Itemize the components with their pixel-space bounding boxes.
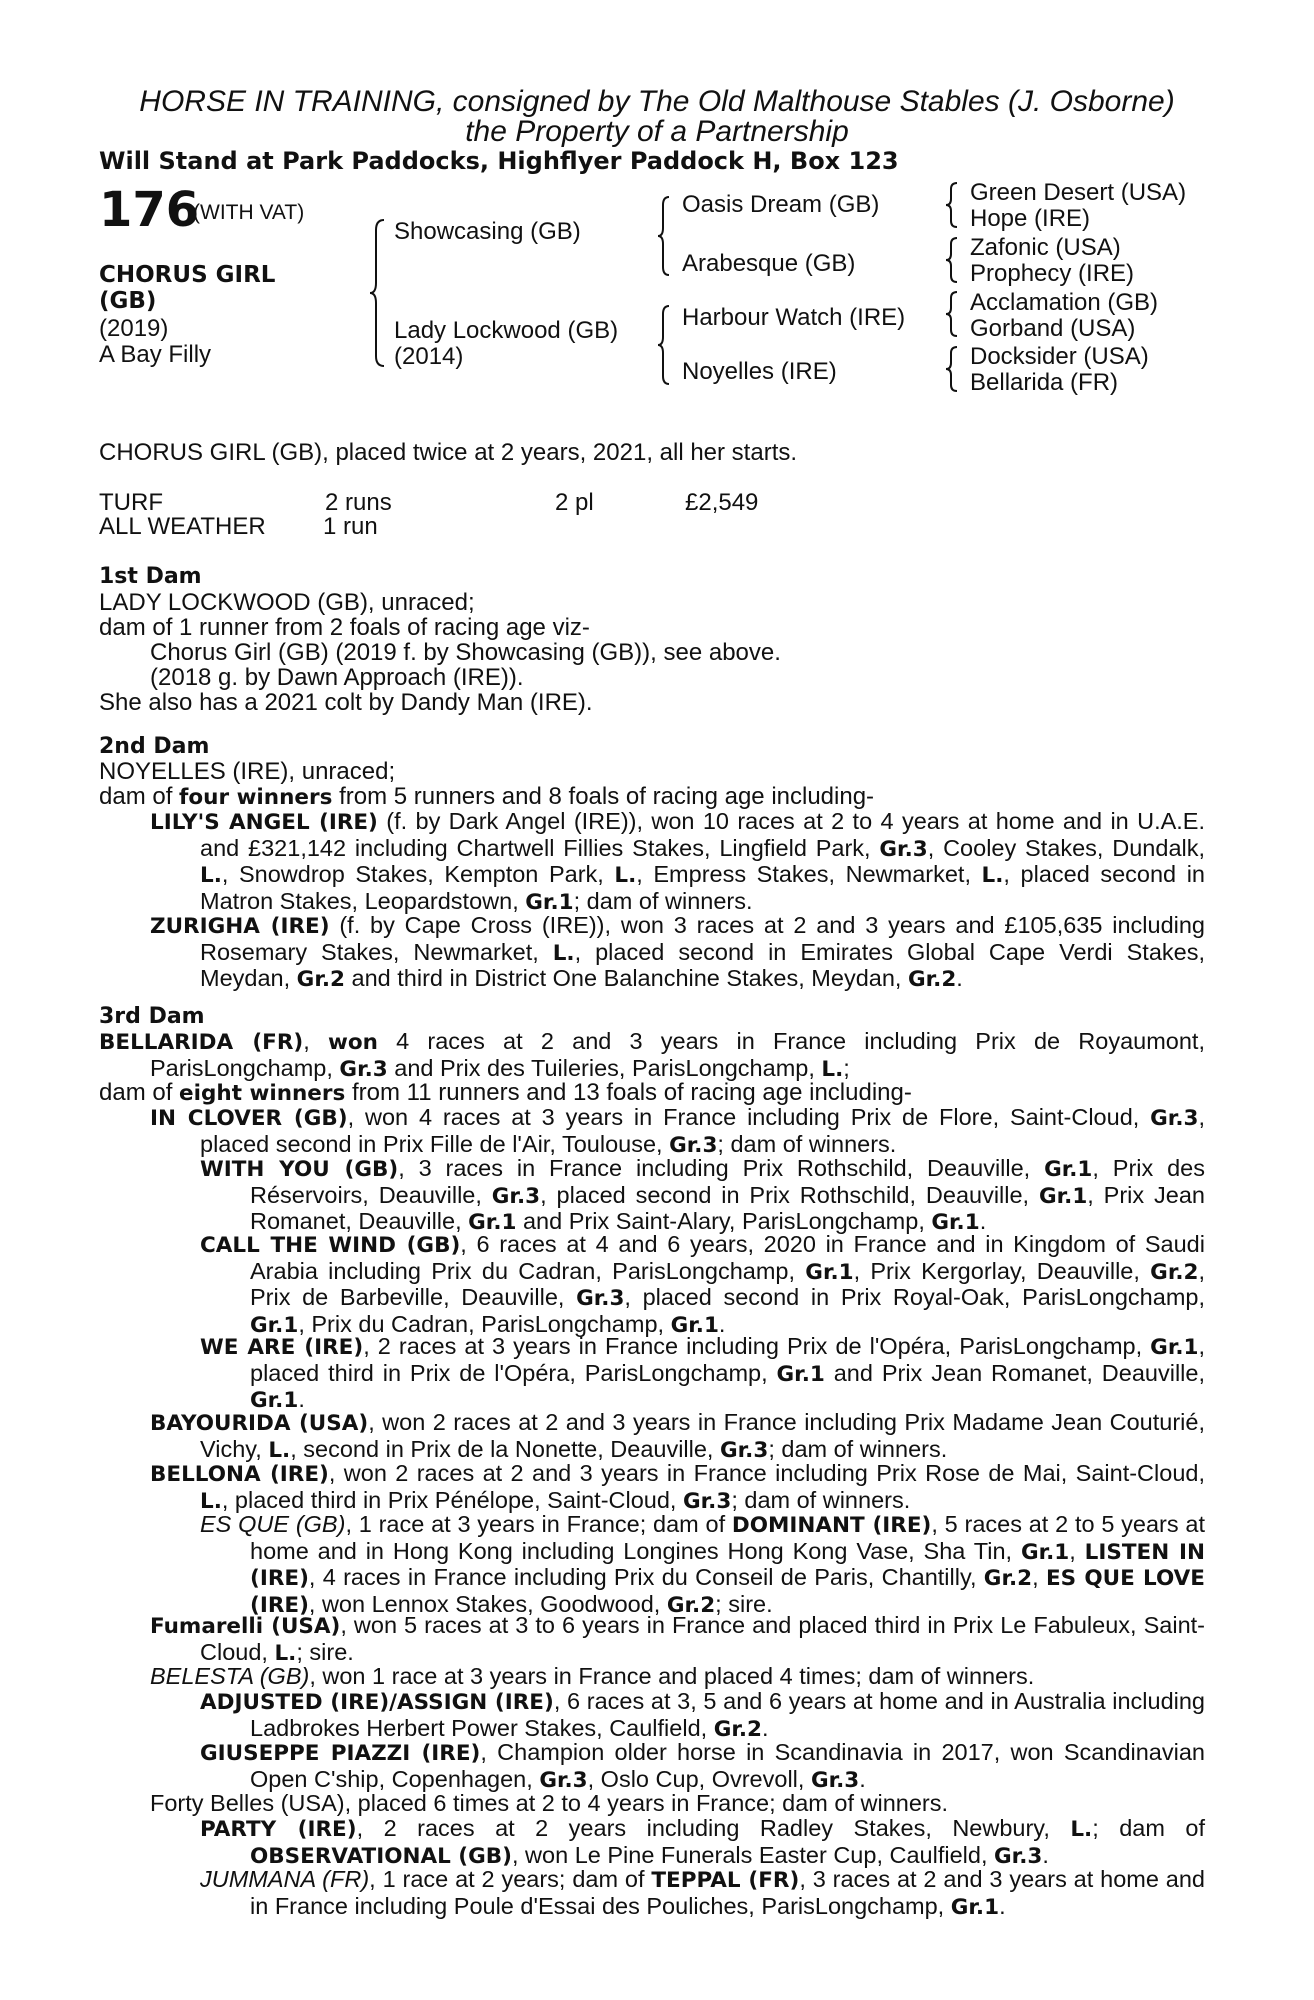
horse-name-line1: CHORUS GIRL xyxy=(99,262,276,288)
pedigree-dam-dam: Noyelles (IRE) xyxy=(682,358,837,385)
property-line: the Property of a Partnership xyxy=(465,115,849,148)
adjusted-entry: ADJUSTED (IRE)/ASSIGN (IRE), 6 races at 3, 5 and 6 years at home and in Australia including Ladbrokes Herbert Power Stakes, Caulfield, Gr.2. xyxy=(200,1688,1205,1742)
pedigree-dam-sire: Harbour Watch (IRE) xyxy=(682,304,906,331)
first-dam-line: She also has a 2021 colt by Dandy Man (IRE). xyxy=(99,689,593,716)
pedigree-brace-sire xyxy=(656,195,672,277)
pedigree-brace-g1 xyxy=(944,181,960,229)
pedigree-g4: Prophecy (IRE) xyxy=(970,260,1135,287)
first-dam-line: Chorus Girl (GB) (2019 f. by Showcasing (GB)), see above. xyxy=(150,639,781,666)
aw-label: ALL WEATHER xyxy=(99,513,266,540)
turf-label: TURF xyxy=(99,489,163,516)
lot-number: 176 xyxy=(99,182,200,238)
pedigree-sire-dam: Arabesque (GB) xyxy=(682,250,856,277)
race-summary: CHORUS GIRL (GB), placed twice at 2 years, 2021, all her starts. xyxy=(99,439,798,466)
pedigree-sire-sire: Oasis Dream (GB) xyxy=(682,191,880,218)
pedigree-dam: Lady Lockwood (GB) xyxy=(394,317,619,344)
in-clover-entry: IN CLOVER (GB), won 4 races at 3 years in France including Prix de Flore, Saint-Cloud, Gr.3, placed second in Prix Fille de l'Air, Toulouse, Gr.3; dam of winners. xyxy=(150,1104,1205,1158)
second-dam-heading: 2nd Dam xyxy=(99,734,210,759)
belesta-entry: BELESTA (GB), won 1 race at 3 years in France and placed 4 times; dam of winners. xyxy=(150,1663,1035,1689)
turf-runs: 2 runs xyxy=(325,489,392,516)
jummana-entry: JUMMANA (FR), 1 race at 2 years; dam of TEPPAL (FR), 3 races at 2 and 3 years at home and in France including Poule d'Essai des Pouliches, ParisLongchamp, Gr.1. xyxy=(200,1866,1205,1920)
turf-earnings: £2,549 xyxy=(685,489,759,516)
pedigree-dam-year: (2014) xyxy=(394,343,464,370)
with-you-entry: WITH YOU (GB), 3 races in France including Prix Rothschild, Deauville, Gr.1, Prix des Réservoirs, Deauville, Gr.3, placed second in Prix Rothschild, Deauville, Gr.1, Prix Jean Romanet, Deauville, Gr.1 and Prix Saint-Alary, ParisLongchamp, Gr.1. xyxy=(200,1155,1205,1235)
pedigree-brace-g2 xyxy=(944,236,960,284)
vat-note: (WITH VAT) xyxy=(193,201,305,224)
first-dam-line: dam of 1 runner from 2 foals of racing age viz- xyxy=(99,614,590,641)
pedigree-g5: Acclamation (GB) xyxy=(970,289,1159,316)
pedigree-g1: Green Desert (USA) xyxy=(970,179,1187,206)
lilys-angel-entry: LILY'S ANGEL (IRE) (f. by Dark Angel (IRE)), won 10 races at 2 to 4 years at home and in U.A.E. and £321,142 including Chartwell Fillies Stakes, Lingfield Park, Gr.3, Cooley Stakes, Dundalk, L., Snowdrop Stakes, Kempton Park, L., Empress Stakes, Newmarket, L., placed second in Matron Stakes, Leopardstown, Gr.1; dam of winners. xyxy=(150,808,1206,915)
bellona-entry: BELLONA (IRE), won 2 races at 2 and 3 years in France including Prix Rose de Mai, Saint-Cloud, L., placed third in Prix Pénélope, Saint-Cloud, Gr.3; dam of winners. xyxy=(150,1460,1205,1514)
party-entry: PARTY (IRE), 2 races at 2 years including Radley Stakes, Newbury, L.; dam of OBSERVATIONAL (GB), won Le Pine Funerals Easter Cup, Caulfield, Gr.3. xyxy=(200,1815,1205,1869)
pedigree-sire: Showcasing (GB) xyxy=(394,218,581,245)
pedigree-brace-dam xyxy=(656,304,672,386)
fumarelli-entry: Fumarelli (USA), won 5 races at 3 to 6 years in France and placed third in Prix Le Fabuleux, Saint-Cloud, L.; sire. xyxy=(150,1612,1205,1666)
pedigree-g8: Bellarida (FR) xyxy=(970,369,1119,396)
forty-belles-entry: Forty Belles (USA), placed 6 times at 2 to 4 years in France; dam of winners. xyxy=(150,1790,949,1816)
third-dam-produce-line: dam of eight winners from 11 runners and 13 foals of racing age including- xyxy=(99,1079,912,1106)
pedigree-g3: Zafonic (USA) xyxy=(970,234,1121,261)
bellarida-entry: BELLARIDA (FR), won 4 races at 2 and 3 years in France including Prix de Royaumont, ParisLongchamp, Gr.3 and Prix des Tuileries, ParisLongchamp, L.; xyxy=(99,1028,1205,1082)
second-dam-line: NOYELLES (IRE), unraced; xyxy=(99,758,396,785)
pedigree-g6: Gorband (USA) xyxy=(970,315,1136,342)
horse-name-line2: (GB) xyxy=(99,288,157,314)
aw-runs: 1 run xyxy=(323,513,378,540)
es-que-entry: ES QUE (GB), 1 race at 3 years in France; dam of DOMINANT (IRE), 5 races at 2 to 5 years at home and in Hong Kong including Longines Hong Kong Vase, Sha Tin, Gr.1, LISTEN IN (IRE), 4 races in France including Prix du Conseil de Paris, Chantilly, Gr.2, ES QUE LOVE (IRE), won Lennox Stakes, Goodwood, Gr.2; sire. xyxy=(200,1511,1205,1618)
third-dam-heading: 3rd Dam xyxy=(99,1004,205,1029)
first-dam-line: (2018 g. by Dawn Approach (IRE)). xyxy=(150,664,524,691)
we-are-entry: WE ARE (IRE), 2 races at 3 years in France including Prix de l'Opéra, ParisLongchamp, Gr.1, placed third in Prix de l'Opéra, ParisLongchamp, Gr.1 and Prix Jean Romanet, Deauville, Gr.1. xyxy=(200,1333,1206,1413)
bayourida-entry: BAYOURIDA (USA), won 2 races at 2 and 3 years in France including Prix Madame Jean Couturié, Vichy, L., second in Prix de la Nonette, Deauville, Gr.3; dam of winners. xyxy=(150,1409,1205,1463)
horse-description: A Bay Filly xyxy=(99,341,212,368)
pedigree-brace-g3 xyxy=(944,290,960,338)
pedigree-brace-main xyxy=(368,218,388,368)
foaling-year: (2019) xyxy=(99,315,169,342)
pedigree-brace-g4 xyxy=(944,345,960,393)
first-dam-line: LADY LOCKWOOD (GB), unraced; xyxy=(99,589,475,616)
zurigha-entry: ZURIGHA (IRE) (f. by Cape Cross (IRE)), won 3 races at 2 and 3 years and £105,635 including Rosemary Stakes, Newmarket, L., placed second in Emirates Global Cape Verdi Stakes, Meydan, Gr.2 and third in District One Balanchine Stakes, Meydan, Gr.2. xyxy=(150,912,1205,992)
giuseppe-piazzi-entry: GIUSEPPE PIAZZI (IRE), Champion older horse in Scandinavia in 2017, won Scandinavian Open C'ship, Copenhagen, Gr.3, Oslo Cup, Ovrevoll, Gr.3. xyxy=(200,1739,1205,1793)
call-the-wind-entry: CALL THE WIND (GB), 6 races at 4 and 6 years, 2020 in France and in Kingdom of Saudi Arabia including Prix du Cadran, ParisLongchamp, Gr.1, Prix Kergorlay, Deauville, Gr.2, Prix de Barbeville, Deauville, Gr.3, placed second in Prix Royal-Oak, ParisLongchamp, Gr.1, Prix du Cadran, ParisLongchamp, Gr.1. xyxy=(200,1231,1206,1338)
horse-name xyxy=(99,262,275,314)
first-dam-heading: 1st Dam xyxy=(99,564,202,589)
second-dam-line: dam of four winners from 5 runners and 8 foals of racing age including- xyxy=(99,783,875,810)
turf-placed: 2 pl xyxy=(555,489,594,516)
stand-location: Will Stand at Park Paddocks, Highflyer Paddock H, Box 123 xyxy=(99,147,899,175)
consignor-line: HORSE IN TRAINING, consigned by The Old Malthouse Stables (J. Osborne) xyxy=(139,85,1175,118)
pedigree-g2: Hope (IRE) xyxy=(970,205,1091,232)
pedigree-g7: Docksider (USA) xyxy=(970,343,1149,370)
